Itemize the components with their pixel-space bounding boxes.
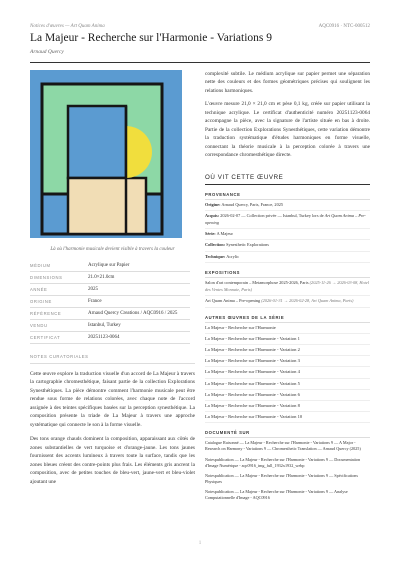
series-link[interactable]: La Majeur - Recherche sur l'Harmonie - Variation 8: [205, 401, 370, 412]
exposition-item: [205, 278, 370, 296]
art-beige-block: [68, 178, 146, 234]
meta-value: Arnaud Quercy Creations / AQC0916 / 2025: [88, 308, 190, 320]
series-link[interactable]: La Majeur - Recherche sur l'Harmonie - Variation 5: [205, 379, 370, 390]
acquired-event: Art Quam Anima – Pre-opening: [205, 213, 366, 225]
exposition-title: Art Quam Anima – Pre-opening: [205, 298, 261, 304]
documented-item[interactable]: Catalogue Raisonné — La Majeur - Recherche sur l'Harmonie - Variations 9 — A Major - Research on Harmony - Variations 9 — Chromesthetic Translation — Arnaud Quercy (2025): [205, 440, 361, 452]
collection-value: Synesthetic Explorations: [226, 242, 269, 248]
meta-key: DIMENSIONS: [30, 272, 88, 284]
exposition-title: Salon d'art contemporain – Metamorphose 2025-2026, Paris: [205, 280, 309, 286]
documented-item[interactable]: Notespublication — La Majeur - Recherche sur l'Harmonie - Variations 9 — Analyse Computationnelle d'Image - AQC0916: [205, 488, 348, 500]
exposition-dates: (2026-01-31 → 2026-02-28, Art Quam Anima, Paris): [261, 298, 354, 304]
origin-label: Origine:: [205, 201, 221, 207]
meta-row: [30, 308, 190, 320]
left-column: [30, 70, 195, 486]
meta-key: CERTIFICAT: [30, 332, 88, 344]
meta-row: [30, 296, 190, 308]
meta-row: [30, 284, 190, 296]
meta-value: 2025: [88, 284, 190, 296]
running-header: [30, 24, 370, 29]
curatorial-notes-heading: NOTES CURATORIALES: [30, 354, 195, 364]
notes-paragraph-4: L'œuvre mesure 21,0 × 21,0 cm et pèse 0,1 kg, créée sur papier utilisant la technique acrylique. Le certificat d'authenticité numéro 20251123-0064 accompagne la pièce, avec la signature de l'artiste située en bas à droite. Partie de la collection Explorations Synesthétiques, cette variation démontre la traduction systématique d'études harmoniques en forme visuelle, connectant la théorie musicale à la perception colorée à travers une correspondance chromesthétique directe.: [205, 101, 370, 159]
acquired-label: Acquis:: [205, 213, 220, 219]
notes-paragraph-3: complexité subtile. Le médium acrylique sur papier permet une séparation nette des couleurs et des formes géométriques précises qui soulignent les relations harmoniques.: [205, 71, 370, 94]
meta-key: RÉFÉRENCE: [30, 308, 88, 320]
meta-key: MÉDIUM: [30, 260, 88, 272]
header-reference: AQC0916 · NTC-000512: [318, 24, 370, 29]
meta-key: VENDU: [30, 320, 88, 332]
meta-value: 21.0×21.0cm: [88, 272, 190, 284]
provenance-technique: [205, 252, 370, 263]
meta-key: ORIGINE: [30, 296, 88, 308]
header-context: Notices d'œuvres — Art Quam Anima: [30, 24, 105, 29]
artwork-image: [30, 70, 182, 238]
documented-item[interactable]: Notespublication — La Majeur - Recherche sur l'Harmonie - Variations 9 — Documentation d'Image Numérique - aqc0916_img_full_1932x1932_webp: [205, 456, 361, 468]
meta-value: Acrylique sur Papier: [88, 260, 190, 272]
series-label: Série:: [205, 231, 216, 236]
series-link[interactable]: La Majeur - Recherche sur l'Harmonie - Variation 4: [205, 367, 370, 378]
origin-value: Arnaud Quercy, Paris, France, 2025: [221, 201, 284, 207]
meta-row: [30, 260, 190, 272]
provenance-collection: [205, 240, 370, 251]
meta-value: 20251123-0064: [88, 332, 190, 344]
where-heading: OÙ VIT CETTE ŒUVRE: [205, 174, 370, 185]
meta-row: [30, 272, 190, 284]
series-link[interactable]: La Majeur - Recherche sur l'Harmonie - Variation 6: [205, 390, 370, 401]
provenance-origin: [205, 200, 370, 211]
figure-caption: Là où l'harmonie musicale devient visible à travers la couleur: [50, 247, 175, 252]
meta-row: [30, 320, 190, 332]
page-number: 1: [198, 541, 202, 546]
series-link[interactable]: La Majeur - Recherche sur l'Harmonie - Variation 1: [205, 334, 370, 345]
metadata-table: [30, 260, 190, 344]
series-link[interactable]: La Majeur - Recherche sur l'Harmonie - Variation 2: [205, 345, 370, 356]
acquired-value: 2026-02-07 — Collection privée — Istanbul, Turkey lors de: [220, 213, 324, 219]
meta-row: [30, 332, 190, 344]
title-rule: [30, 62, 370, 63]
provenance-acquired: [205, 211, 370, 229]
art-inner-blue: [68, 106, 126, 178]
provenance-heading: PROVENANCE: [205, 192, 370, 200]
technique-label: Technique:: [205, 253, 226, 259]
documented-item[interactable]: Notespublication — La Majeur - Recherche sur l'Harmonie - Variations 9 — Spécifications Physiques: [205, 472, 359, 484]
series-heading: AUTRES ŒUVRES DE LA SÉRIE: [205, 315, 370, 323]
right-column: [205, 70, 370, 503]
series-value: A Majeur: [216, 231, 233, 236]
meta-value: Istanbul, Turkey: [88, 320, 190, 332]
expositions-heading: EXPOSITIONS: [205, 270, 370, 278]
documented-heading: DOCUMENTÉ SUR: [205, 430, 370, 438]
collection-label: Collection:: [205, 242, 226, 248]
meta-value: France: [88, 296, 190, 308]
series-link[interactable]: La Majeur - Recherche sur l'Harmonie - Variation 3: [205, 356, 370, 367]
exposition-item: [205, 296, 370, 307]
meta-key: ANNÉE: [30, 284, 88, 296]
series-link[interactable]: La Majeur - Recherche sur l'Harmonie: [205, 323, 370, 334]
notes-paragraph-2: Des tons orange chauds dominent la composition, apparaissant aux côtés de zones substantielles de vert turquoise et d'orange-jaune. Les tons jaunes fournissent des accents lumineux à travers toute la surface, tandis que les zones bleues créent des contre-points plus frais. Les éléments gris ancrent la composition, avec de petites touches de bleu-vert, jaune-vert et bleu-violet ajoutant une: [30, 436, 195, 485]
provenance-series: [205, 229, 370, 240]
artist-name: Arnaud Quercy: [30, 49, 64, 55]
series-link[interactable]: La Majeur - Recherche sur l'Harmonie - Variation 10: [205, 412, 370, 423]
notes-paragraph-1: Cette œuvre explore la traduction visuelle d'un accord de La Majeur à travers la cartographie chromesthétique, faisant partie de la collection Explorations Synesthétiques. La pièce démontre comment l'harmonie musicale peut être rendue sous forme de relations colorées, avec chaque note de l'accord assignée à des teintes spécifiques basées sur la perception synesthétique. La composition présente la triade de La Majeur à travers une approche systématique qui connecte le son à la forme visuelle.: [30, 371, 195, 428]
technique-value: Acrylic: [226, 253, 240, 259]
page-title: La Majeur - Recherche sur l'Harmonie - Variations 9: [30, 32, 272, 44]
exposition-dates: (2025-11-26 → 2026-03-08, Hotel des Ventes Monnaie, Paris): [205, 280, 369, 292]
